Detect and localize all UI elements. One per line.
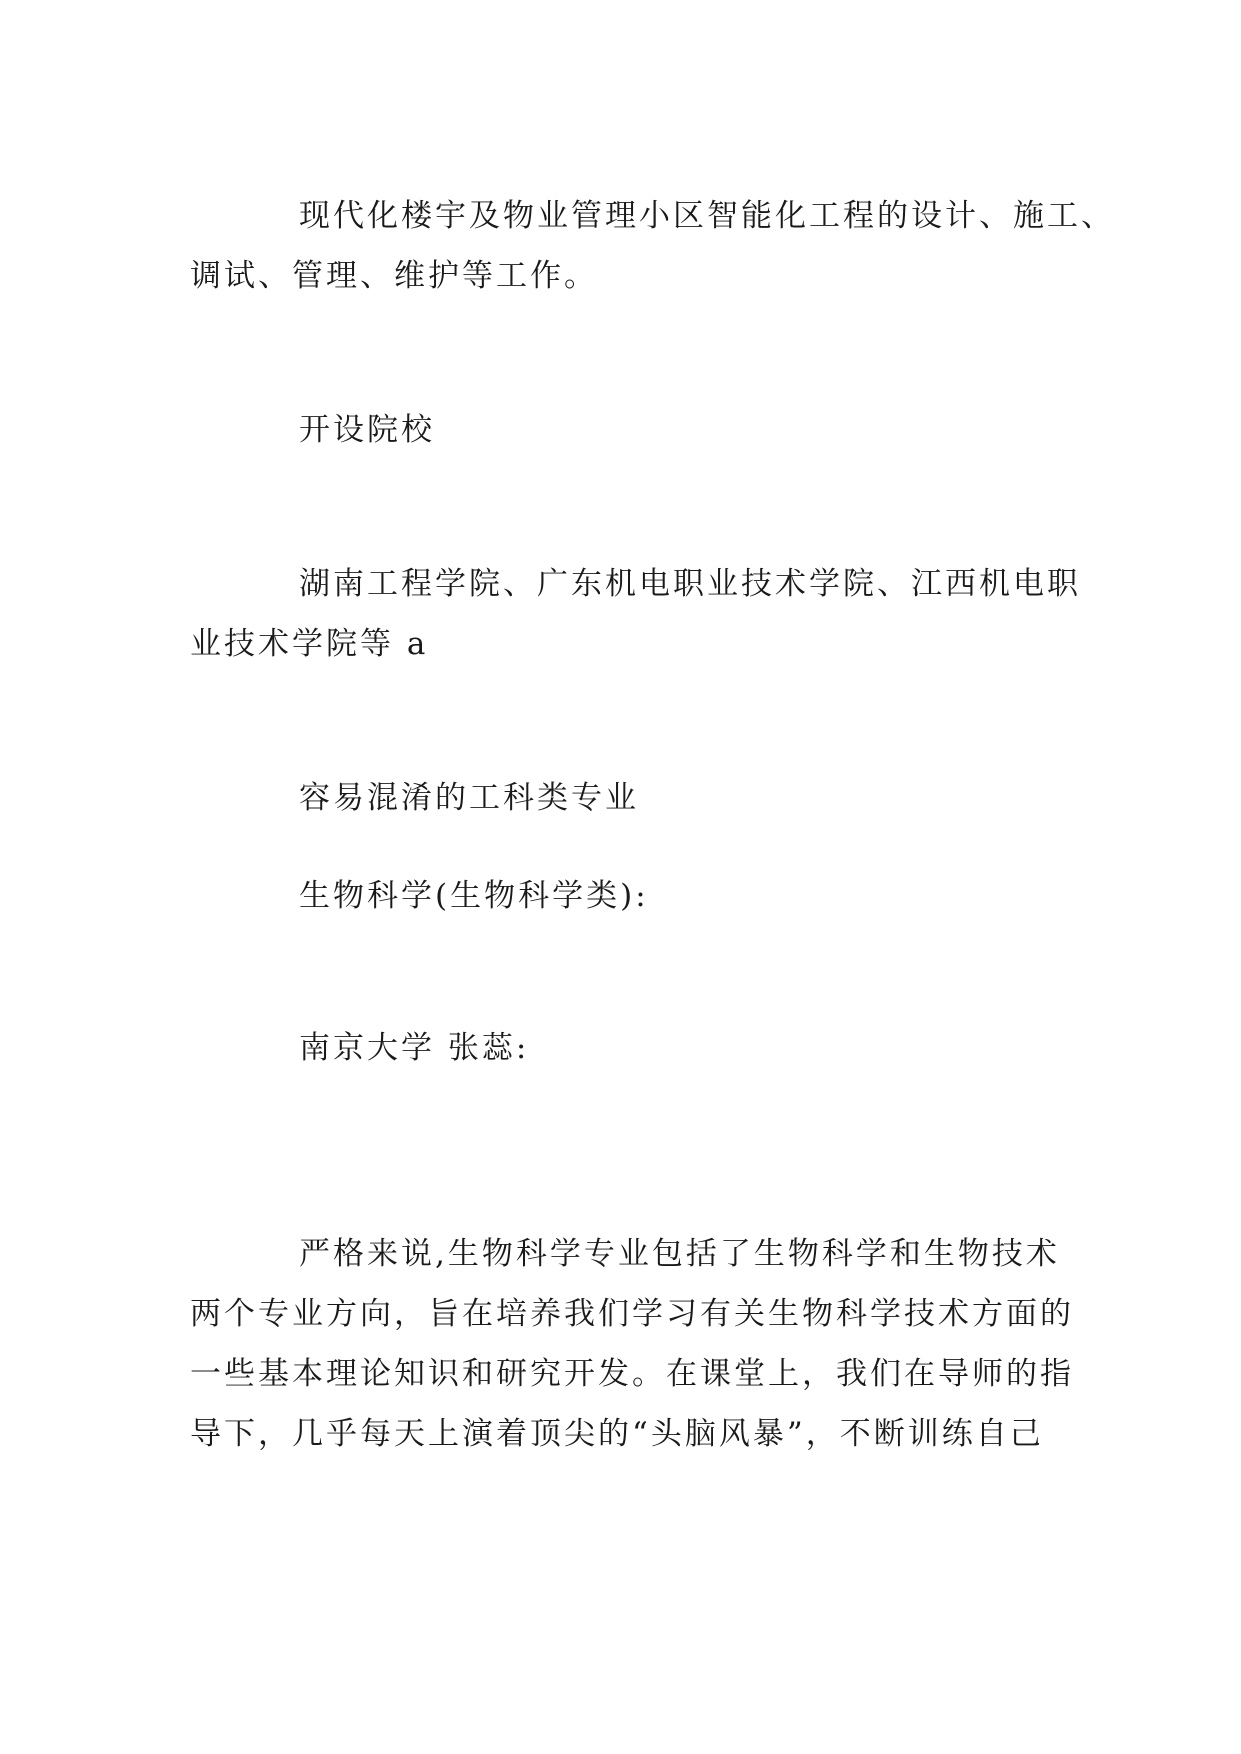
- author-line: [190, 1018, 1090, 1078]
- text-line: 严格来说,生物科学专业包括了生物科学和生物技术: [299, 1236, 1060, 1272]
- heading-confusing-majors: [190, 768, 1090, 828]
- text-line: 南京大学 张蕊:: [299, 1030, 530, 1066]
- text-line: 一些基本理论知识和研究开发。在课堂上，我们在导师的指: [190, 1356, 1074, 1392]
- text-line: 容易混淆的工科类专业: [299, 780, 639, 816]
- heading-biology-major: [190, 866, 1090, 926]
- text-line: 开设院校: [299, 412, 435, 448]
- text-line: 业技术学院等 a: [190, 626, 429, 662]
- text-line: 调试、管理、维护等工作。: [190, 258, 598, 294]
- text-line: 两个专业方向，旨在培养我们学习有关生物科学技术方面的: [190, 1296, 1074, 1332]
- text-line: 生物科学(生物科学类):: [299, 878, 649, 914]
- text-line: 湖南工程学院、广东机电职业技术学院、江西机电职: [299, 566, 1081, 602]
- text-line: 现代化楼宇及物业管理小区智能化工程的设计、施工、: [299, 198, 1115, 234]
- paragraph-school-list: [190, 554, 1090, 674]
- paragraph-biology-description: [190, 1224, 1090, 1464]
- heading-schools: [190, 400, 1090, 460]
- paragraph-job-scope: [190, 186, 1115, 306]
- text-line: 导下，几乎每天上演着顶尖的“头脑风暴”，不断训练自己: [190, 1416, 1044, 1452]
